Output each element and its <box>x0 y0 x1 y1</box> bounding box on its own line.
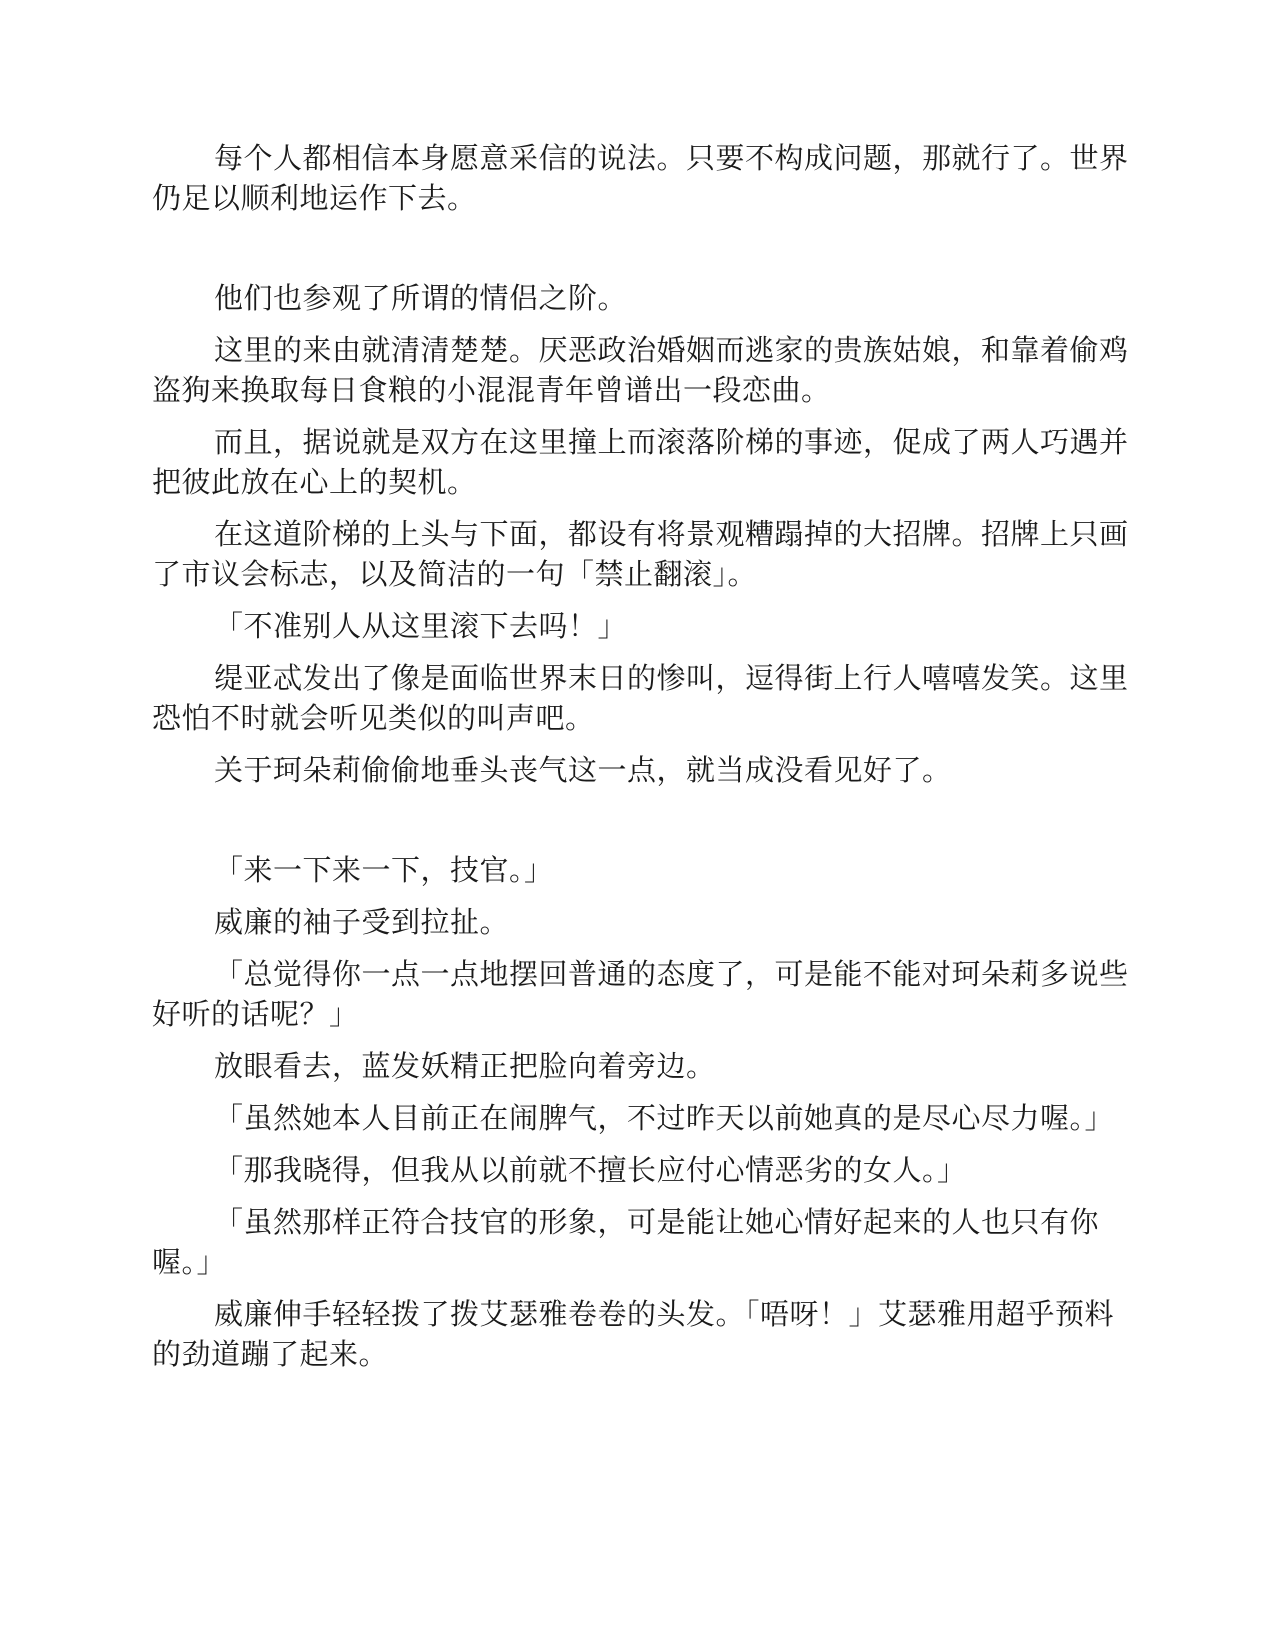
paragraph: 而且，据说就是双方在这里撞上而滚落阶梯的事迹，促成了两人巧遇并把彼此放在心上的契机。 <box>152 425 1129 499</box>
scene-break <box>152 802 1132 850</box>
paragraph: 「总觉得你一点一点地摆回普通的态度了，可是能不能对珂朵莉多说些好听的话呢？」 <box>152 957 1129 1031</box>
paragraph: 放眼看去，蓝发妖精正把脸向着旁边。 <box>214 1049 716 1083</box>
paragraph: 威廉伸手轻轻拨了拨艾瑟雅卷卷的头发。「唔呀！」艾瑟雅用超乎预料的劲道蹦了起来。 <box>152 1297 1115 1371</box>
paragraph: 「来一下来一下，技官。」 <box>214 853 554 887</box>
paragraph: 「虽然那样正符合技官的形象，可是能让她心情好起来的人也只有你喔。」 <box>152 1205 1100 1279</box>
paragraph: 「那我晓得，但我从以前就不擅长应付心情恶劣的女人。」 <box>214 1153 967 1187</box>
paragraph: 这里的来由就清清楚楚。厌恶政治婚姻而逃家的贵族姑娘，和靠着偷鸡盗狗来换取每日食粮的小混混青年曾谱出一段恋曲。 <box>152 333 1129 407</box>
scene-break <box>152 230 1132 278</box>
paragraph: 每个人都相信本身愿意采信的说法。只要不构成问题，那就行了。世界仍足以顺利地运作下去。 <box>152 141 1129 215</box>
paragraph: 在这道阶梯的上头与下面，都设有将景观糟蹋掉的大招牌。招牌上只画了市议会标志，以及简洁的一句「禁止翻滚」。 <box>152 517 1129 591</box>
paragraph: 「虽然她本人目前正在闹脾气，不过昨天以前她真的是尽心尽力喔。」 <box>214 1101 1115 1135</box>
paragraph: 缇亚忒发出了像是面临世界末日的惨叫，逗得街上行人嘻嘻发笑。这里恐怕不时就会听见类似的叫声吧。 <box>152 661 1129 735</box>
paragraph: 他们也参观了所谓的情侣之阶。 <box>214 281 628 315</box>
body-text <box>152 138 1132 1386</box>
paragraph: 关于珂朵莉偷偷地垂头丧气这一点，就当成没看见好了。 <box>214 753 952 787</box>
paragraph: 威廉的袖子受到拉扯。 <box>214 905 510 939</box>
paragraph: 「不准别人从这里滚下去吗！」 <box>214 609 628 643</box>
